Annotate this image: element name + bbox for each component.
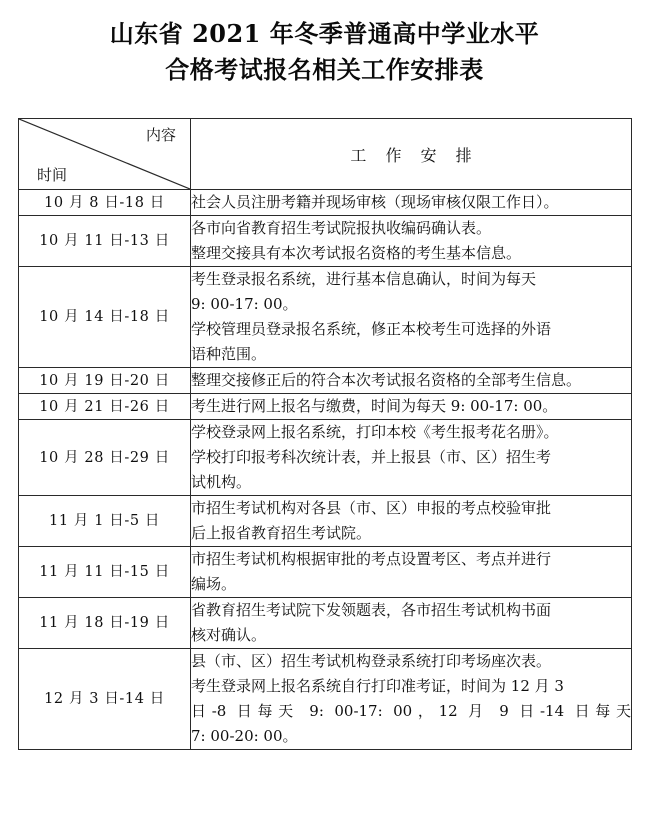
table-row xyxy=(19,394,632,420)
table-row xyxy=(19,216,632,267)
cell-time: 10 月 14 日-18 日 xyxy=(19,267,191,368)
table-row xyxy=(19,547,632,598)
cell-time: 11 月 1 日-5 日 xyxy=(19,496,191,547)
cell-work-arrangement xyxy=(191,598,632,649)
page-title xyxy=(0,0,649,88)
work-line: 学校管理员登录报名系统，修正本校考生可选择的外语 xyxy=(191,320,552,338)
cell-work-arrangement xyxy=(191,547,632,598)
cell-work-arrangement xyxy=(191,190,632,216)
work-line: 语种范围。 xyxy=(191,345,267,363)
table-row xyxy=(19,598,632,649)
work-line: 学校登录网上报名系统，打印本校《考生报考花名册》。 xyxy=(191,423,559,441)
work-line: 试机构。 xyxy=(191,473,252,491)
schedule-table-wrapper xyxy=(18,118,631,750)
work-line: 整理交接修正后的符合本次考试报名资格的全部考生信息。 xyxy=(191,371,582,389)
work-line: 后上报省教育招生考试院。 xyxy=(191,524,372,542)
cell-work-arrangement xyxy=(191,216,632,267)
work-line: 学校打印报考科次统计表，并上报县（市、区）招生考 xyxy=(191,448,552,466)
cell-time: 10 月 11 日-13 日 xyxy=(19,216,191,267)
title-line-2: 合格考试报名相关工作安排表 xyxy=(165,55,484,84)
work-line: 各市向省教育招生考试院报执收编码确认表。 xyxy=(191,219,492,237)
work-line: 整理交接具有本次考试报名资格的考生基本信息。 xyxy=(191,244,522,262)
cell-work-arrangement xyxy=(191,649,632,750)
cell-work-arrangement xyxy=(191,420,632,496)
work-line: 核对确认。 xyxy=(191,626,267,644)
work-line: 日-8 日每天 9: 00-17: 00，12 月 9 日-14 日每天 xyxy=(191,702,631,720)
table-row xyxy=(19,496,632,547)
schedule-table-body xyxy=(19,119,632,750)
header-cell-work-arrangement: 工 作 安 排 xyxy=(191,119,632,190)
work-line: 县（市、区）招生考试机构登录系统打印考场座次表。 xyxy=(191,652,552,670)
work-line: 考生登录网上报名系统自行打印准考证，时间为 12 月 3 xyxy=(191,677,564,695)
table-row xyxy=(19,267,632,368)
cell-work-arrangement xyxy=(191,394,632,420)
cell-time: 12 月 3 日-14 日 xyxy=(19,649,191,750)
work-line: 7: 00-20: 00。 xyxy=(191,727,298,745)
schedule-table xyxy=(18,118,632,750)
cell-work-arrangement xyxy=(191,368,632,394)
cell-work-arrangement xyxy=(191,496,632,547)
table-row xyxy=(19,649,632,750)
header-label-time: 时间 xyxy=(37,166,68,184)
cell-time: 11 月 18 日-19 日 xyxy=(19,598,191,649)
cell-time: 10 月 19 日-20 日 xyxy=(19,368,191,394)
table-row xyxy=(19,420,632,496)
cell-time: 11 月 11 日-15 日 xyxy=(19,547,191,598)
work-line: 省教育招生考试院下发领题表，各市招生考试机构书面 xyxy=(191,601,552,619)
table-row xyxy=(19,368,632,394)
work-line: 9: 00-17: 00。 xyxy=(191,295,298,313)
work-line: 市招生考试机构对各县（市、区）申报的考点校验审批 xyxy=(191,499,552,517)
table-row xyxy=(19,190,632,216)
header-label-content: 内容 xyxy=(145,126,176,144)
table-header-row xyxy=(19,119,632,190)
cell-time: 10 月 21 日-26 日 xyxy=(19,394,191,420)
work-line: 考生进行网上报名与缴费，时间为每天 9: 00-17: 00。 xyxy=(191,397,558,415)
work-line: 社会人员注册考籍并现场审核（现场审核仅限工作日）。 xyxy=(191,193,559,211)
cell-time: 10 月 28 日-29 日 xyxy=(19,420,191,496)
diagonal-split-cell xyxy=(19,119,190,189)
work-line: 考生登录报名系统，进行基本信息确认，时间为每天 xyxy=(191,270,537,288)
header-cell-diagonal xyxy=(19,119,191,190)
title-line-1: 山东省 2021 年冬季普通高中学业水平 xyxy=(109,19,540,48)
work-line: 市招生考试机构根据审批的考点设置考区、考点并进行 xyxy=(191,550,552,568)
cell-time: 10 月 8 日-18 日 xyxy=(19,190,191,216)
work-line: 编场。 xyxy=(191,575,237,593)
cell-work-arrangement xyxy=(191,267,632,368)
